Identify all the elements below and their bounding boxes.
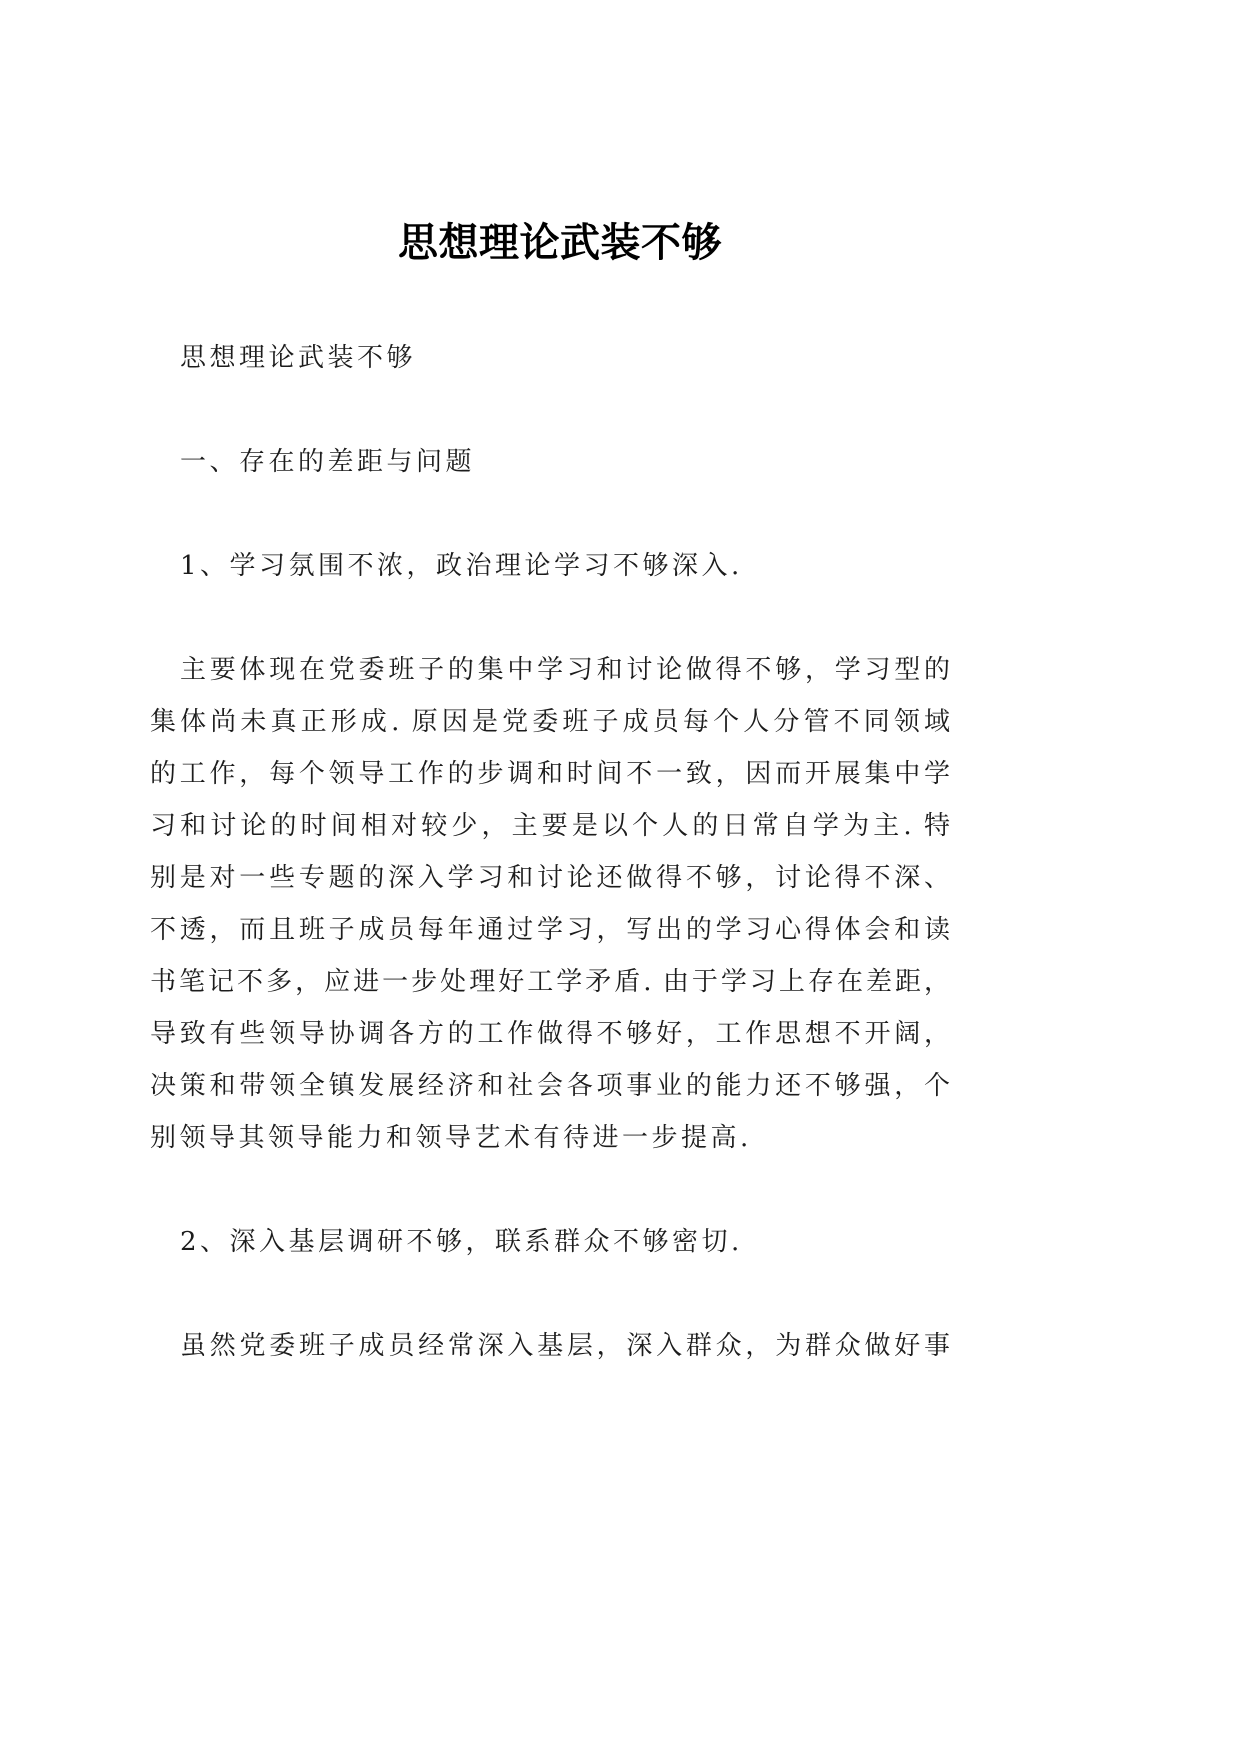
item1-heading-paragraph (150, 540, 950, 592)
intro-line: 思想理论武装不够 (180, 343, 417, 373)
paragraph-line: 习和讨论的时间相对较少，主要是以个人的日常自学为主. 特 (150, 811, 950, 841)
paragraph-line: 主要体现在党委班子的集中学习和讨论做得不够，学习型的 (180, 655, 950, 685)
paragraph-line: 别是对一些专题的深入学习和讨论还做得不够，讨论得不深、 (150, 863, 950, 893)
section-heading-paragraph (150, 436, 950, 488)
item1-body-paragraph (150, 644, 950, 1164)
section-heading: 一、存在的差距与问题 (180, 447, 476, 477)
intro-paragraph (150, 332, 950, 384)
document-body (150, 332, 950, 1424)
item2-heading: 2、深入基层调研不够，联系群众不够密切. (180, 1227, 743, 1257)
paragraph-line: 书笔记不多，应进一步处理好工学矛盾. 由于学习上存在差距， (150, 967, 950, 997)
paragraph-line: 决策和带领全镇发展经济和社会各项事业的能力还不够强，个 (150, 1071, 950, 1101)
item2-body-paragraph (150, 1320, 950, 1372)
paragraph-line: 虽然党委班子成员经常深入基层，深入群众，为群众做好事 (180, 1331, 950, 1361)
item1-heading: 1、学习氛围不浓，政治理论学习不够深入. (180, 551, 743, 581)
paragraph-line: 的工作，每个领导工作的步调和时间不一致，因而开展集中学 (150, 759, 950, 789)
item2-heading-paragraph (150, 1216, 950, 1268)
document-title: 思想理论武装不够 (398, 219, 722, 266)
paragraph-line: 不透，而且班子成员每年通过学习，写出的学习心得体会和读 (150, 915, 950, 945)
paragraph-line: 导致有些领导协调各方的工作做得不够好，工作思想不开阔， (150, 1019, 950, 1049)
paragraph-line: 集体尚未真正形成. 原因是党委班子成员每个人分管不同领域 (150, 707, 950, 737)
paragraph-line: 别领导其领导能力和领导艺术有待进一步提高. (150, 1123, 752, 1153)
